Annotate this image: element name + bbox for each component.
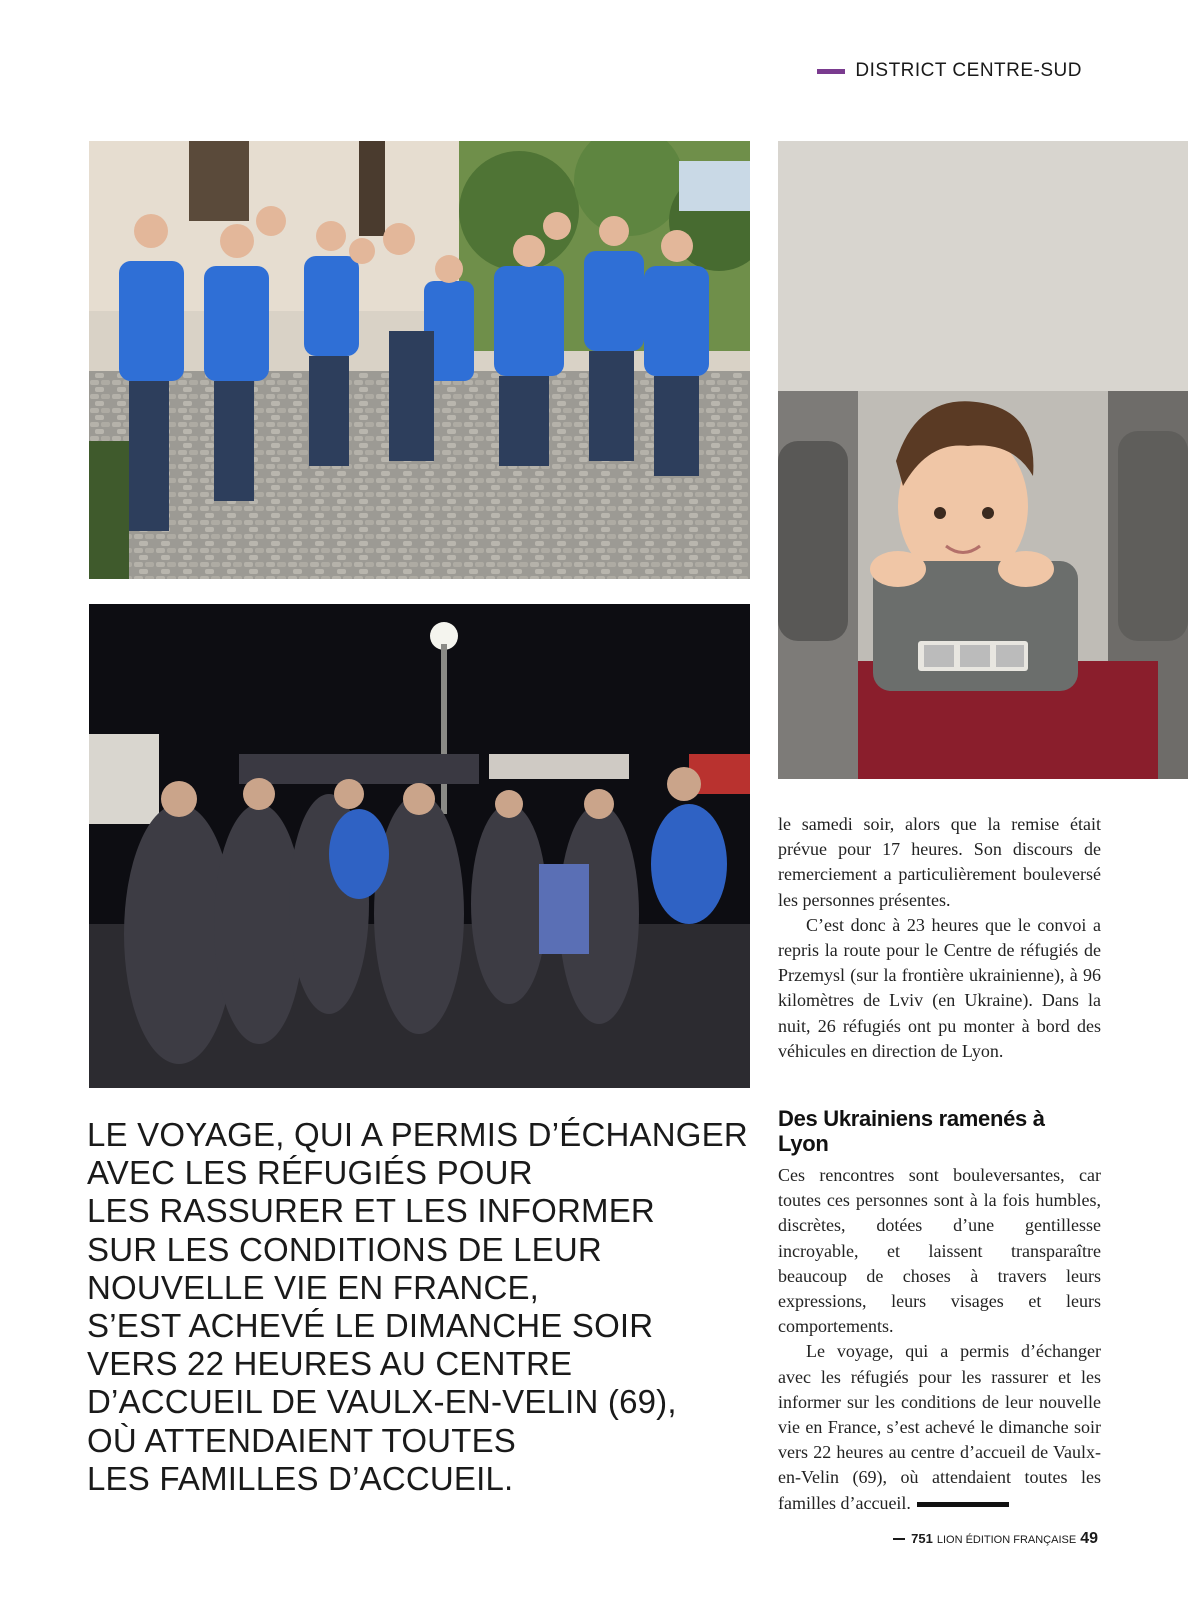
night-illustration	[89, 604, 750, 1088]
pull-quote-line: D’ACCUEIL DE VAULX-EN-VELIN (69),	[87, 1383, 677, 1421]
article-subheading: Des Ukrainiens ramenés à Lyon	[778, 1106, 1045, 1156]
article-paragraph: C’est donc à 23 heures que le convoi a repris la route pour le Centre de réfugiés de Przemysl (sur la frontière ukrainienne), à 96 kilomètres de Lviv (en Ukraine). Dans la nuit, 26 réfugiés ont pu monter à bord des véhicules en direction de Lyon.	[778, 914, 1101, 1061]
pull-quote-line: SUR LES CONDITIONS DE LEUR	[87, 1230, 602, 1268]
article-column-bottom	[778, 1163, 1101, 1516]
issue-number: 751	[911, 1531, 933, 1546]
footer-dash	[893, 1538, 905, 1540]
article-paragraph: le samedi soir, alors que la remise était prévue pour 17 heures. Son discours de remerciement a particulièrement bouleversé les personnes présentes.	[778, 814, 1101, 910]
end-of-article-mark	[917, 1502, 1009, 1507]
photo-child-in-van	[778, 141, 1188, 779]
page-number: 49	[1080, 1530, 1098, 1547]
pull-quote-line: LES RASSURER ET LES INFORMER	[87, 1192, 655, 1230]
section-accent-bar	[817, 69, 845, 74]
photo-night-gathering	[89, 604, 750, 1088]
article-column-top	[778, 812, 1101, 1064]
pull-quote	[87, 1116, 747, 1498]
article-paragraph: Ces rencontres sont bouleversantes, car toutes ces personnes sont à la fois humbles, discrètes, dotées d’une gentillesse incroyable, et laissent transparaître beaucoup de choses à travers leurs expressions, leurs visages et leurs comportements.	[778, 1165, 1101, 1337]
pull-quote-line: LES FAMILLES D’ACCUEIL.	[87, 1459, 514, 1497]
pull-quote-line: VERS 22 HEURES AU CENTRE	[87, 1345, 573, 1383]
section-header	[817, 60, 1082, 82]
section-title: DISTRICT CENTRE-SUD	[855, 60, 1082, 81]
photo-volunteers-group	[89, 141, 750, 579]
pull-quote-line: S’EST ACHEVÉ LE DIMANCHE SOIR	[87, 1307, 654, 1345]
pull-quote-line: LE VOYAGE, QUI A PERMIS D’ÉCHANGER	[87, 1116, 748, 1153]
pull-quote-line: AVEC LES RÉFUGIÉS POUR	[87, 1154, 533, 1192]
pull-quote-line: OÙ ATTENDAIENT TOUTES	[87, 1421, 516, 1459]
article-paragraph-final	[778, 1339, 1101, 1515]
child-illustration	[778, 141, 1188, 779]
article-paragraph-text: Le voyage, qui a permis d’échanger avec les réfugiés pour les rassurer et les informer sur les conditions de leur nouvelle vie en France, s’est achevé le dimanche soir vers 22 heures au centre d’accueil de Vaulx-en-Velin (69), où attendaient toutes les familles d’accueil.	[778, 1341, 1101, 1513]
page-footer	[893, 1530, 1098, 1548]
volunteers-illustration	[89, 141, 750, 579]
pull-quote-line: NOUVELLE VIE EN FRANCE,	[87, 1268, 540, 1306]
publication-name: LION ÉDITION FRANÇAISE	[936, 1534, 1077, 1546]
